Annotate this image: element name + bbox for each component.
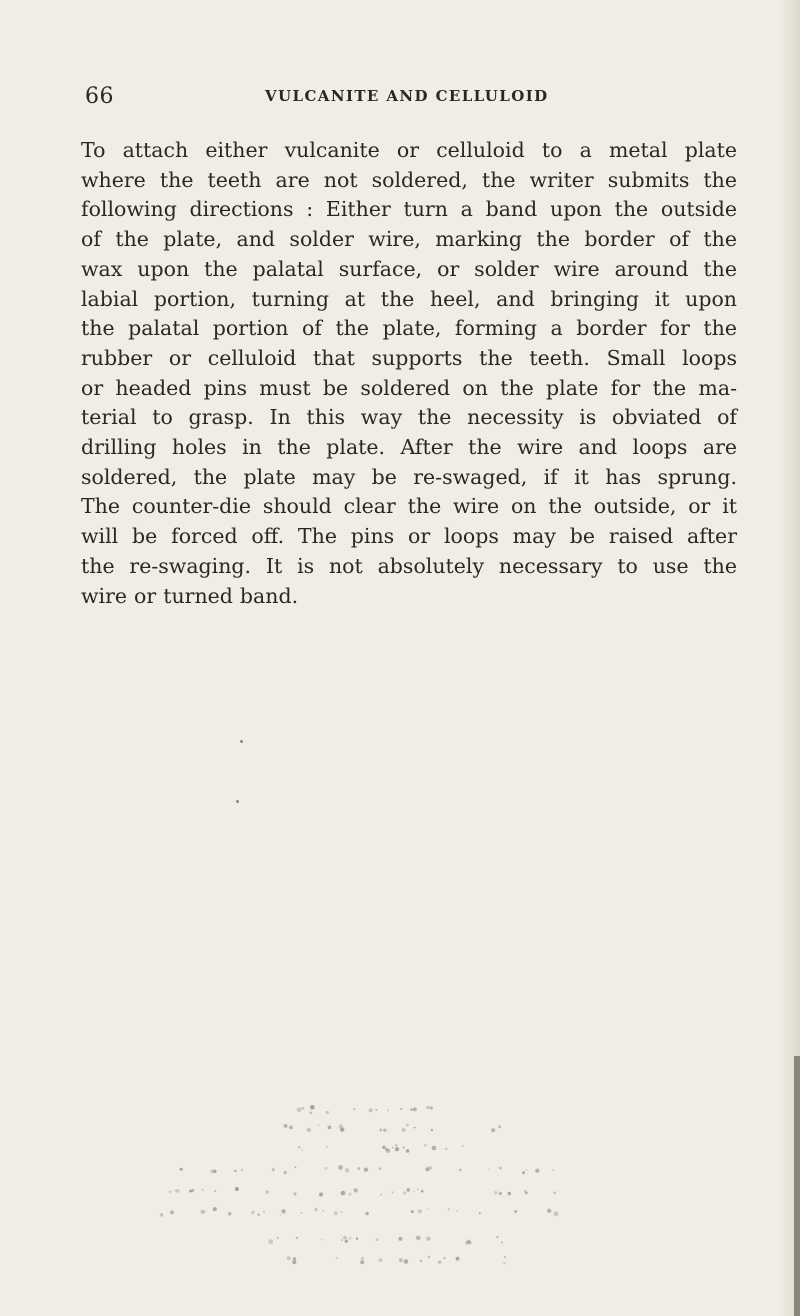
speck [444,1257,446,1259]
speck [499,1192,502,1195]
speck [411,1210,414,1213]
speck [456,1257,460,1261]
speck [160,1213,164,1217]
text-line: wire or turned band. [81,583,299,608]
speck [349,1193,352,1196]
running-head: VULCANITE AND CELLULOID [265,87,549,105]
speck [251,1211,255,1215]
speck [369,1108,373,1112]
speck [403,1147,405,1149]
speck [376,1238,379,1241]
speck [420,1260,422,1262]
speck [525,1192,528,1195]
speck [214,1190,216,1192]
speck [334,1211,338,1215]
speck [428,1166,432,1170]
speck [424,1144,427,1147]
text-line: of the plate, and solder wire, marking the border of the [81,227,737,252]
page-edge-dark-strip [794,1056,800,1316]
speck [491,1128,495,1132]
speck [428,1208,430,1210]
speck [257,1214,259,1216]
speck [319,1193,323,1197]
speck [413,1107,417,1111]
speck [401,1128,405,1132]
speck [386,1149,390,1153]
speck [448,1208,450,1210]
speck [387,1109,389,1111]
speck [553,1169,555,1171]
speck [341,1130,343,1132]
text-line: rubber or celluloid that supports the teeth. Small loops [81,345,737,370]
speck [314,1208,317,1211]
speck [554,1212,559,1217]
speck [392,1147,394,1149]
speck [341,1191,346,1196]
speck [356,1237,359,1240]
speck [431,1129,433,1131]
speck [395,1147,399,1151]
speck [456,1210,458,1212]
speck [496,1236,499,1239]
speck [170,1211,174,1215]
speck [341,1239,343,1241]
paper-speck [236,800,239,803]
speck [318,1124,320,1126]
speck [379,1129,382,1132]
speck [176,1189,180,1193]
speck [169,1190,172,1193]
speck [428,1256,430,1258]
speck [398,1237,402,1241]
speck [292,1260,296,1264]
speck [410,1108,413,1111]
text-line: wax upon the palatal surface, or solder wire around the [81,256,737,281]
speck [336,1257,338,1259]
speck [235,1187,239,1191]
speck [272,1170,274,1172]
speck [268,1239,273,1244]
speck [326,1146,328,1148]
speck [432,1146,437,1151]
speck [234,1170,236,1172]
text-line: drilling holes in the plate. After the wire and loops are [81,435,737,460]
speck [354,1188,358,1192]
speck [426,1106,429,1109]
speck [265,1190,268,1193]
speck [174,1190,176,1192]
text-line: following directions : Either turn a band upon the outside [81,197,737,222]
speck [281,1209,285,1213]
speck [553,1191,556,1194]
text-line: labial portion, turning at the heel, and bringing it upon [81,286,737,311]
speck [459,1169,461,1171]
speck [404,1259,409,1264]
speck [462,1145,464,1147]
speck [349,1237,351,1239]
speck [289,1126,293,1130]
speck [403,1191,406,1194]
speck [418,1209,422,1213]
speck [301,1107,304,1110]
speck [383,1129,386,1132]
speck [498,1125,501,1128]
speck [406,1124,409,1127]
speck [399,1258,403,1262]
speck [301,1212,303,1214]
speck [326,1111,329,1114]
speck [191,1189,194,1192]
speck [296,1237,298,1239]
speck [406,1188,410,1192]
speck [228,1212,231,1215]
speck [494,1191,497,1194]
speck [430,1106,433,1109]
speck [438,1261,441,1264]
speck [287,1256,291,1260]
speck [298,1146,300,1148]
speck [263,1211,265,1213]
speck [514,1210,517,1213]
speck [310,1105,315,1110]
page-number: 66 [85,84,114,109]
speck [338,1165,343,1170]
speck [547,1209,551,1213]
speck [322,1210,324,1212]
speck [499,1167,502,1170]
speck [392,1191,394,1193]
speck [504,1256,506,1258]
speck [307,1128,311,1132]
speck [277,1237,279,1239]
speck [364,1168,368,1172]
speck [213,1170,216,1173]
paper-speck [240,740,243,743]
text-line: soldered, the plate may be re-swaged, if it has sprung. [81,464,737,489]
text-line: To attach either vulcanite or celluloid to a metal plate [81,138,737,162]
speck [213,1207,217,1211]
speck [445,1148,447,1150]
speck [341,1212,343,1214]
speck [417,1189,419,1191]
speck [325,1167,328,1170]
speck [180,1168,183,1171]
speck [345,1240,348,1243]
speck [414,1127,416,1129]
speck [309,1111,312,1114]
speck [241,1169,244,1172]
bleed-through-specks [150,1100,570,1280]
speck [200,1210,204,1214]
speck [321,1239,323,1241]
speck [522,1171,525,1174]
text-line: The counter-die should clear the wire on the outside, or it [81,494,737,519]
page-header [85,84,725,114]
speck [295,1166,297,1168]
speck [379,1167,382,1170]
text-line: terial to grasp. In this way the necessity is obviated of [81,405,737,430]
speck [479,1212,481,1214]
speck [380,1194,382,1196]
speck [413,1190,415,1192]
speck [376,1109,378,1111]
speck [202,1189,204,1191]
speck [294,1192,297,1195]
speck [280,1214,282,1216]
speck [501,1241,503,1243]
text-line: or headed pins must be soldered on the plate for the ma- [81,375,737,400]
speck [503,1262,505,1264]
speck [508,1192,511,1195]
speck [354,1108,356,1110]
speck [293,1257,296,1260]
speck [328,1126,332,1130]
body-paragraph [81,136,737,611]
speck [284,1124,288,1128]
speck [343,1236,347,1240]
speck [421,1190,424,1193]
speck [382,1146,385,1149]
text-line: will be forced off. The pins or loops may be raised after [81,524,737,549]
speck [469,1241,472,1244]
speck [283,1171,287,1175]
speck [400,1108,402,1110]
speck [406,1149,410,1153]
speck [488,1169,490,1171]
speck [535,1169,539,1173]
speck [426,1237,430,1241]
speck [526,1170,528,1172]
text-line: the palatal portion of the plate, forming a border for the [81,316,737,341]
speck [345,1168,349,1172]
text-line: where the teeth are not soldered, the writer submits the [81,167,737,192]
speck [416,1236,421,1241]
speck [379,1258,383,1262]
speck [302,1149,304,1151]
speck [360,1260,364,1264]
speck [395,1144,397,1146]
speck [361,1257,364,1260]
text-line: the re-swaging. It is not absolutely necessary to use the [81,553,737,578]
speck [297,1107,302,1112]
speck [365,1212,368,1215]
speck [357,1167,360,1170]
